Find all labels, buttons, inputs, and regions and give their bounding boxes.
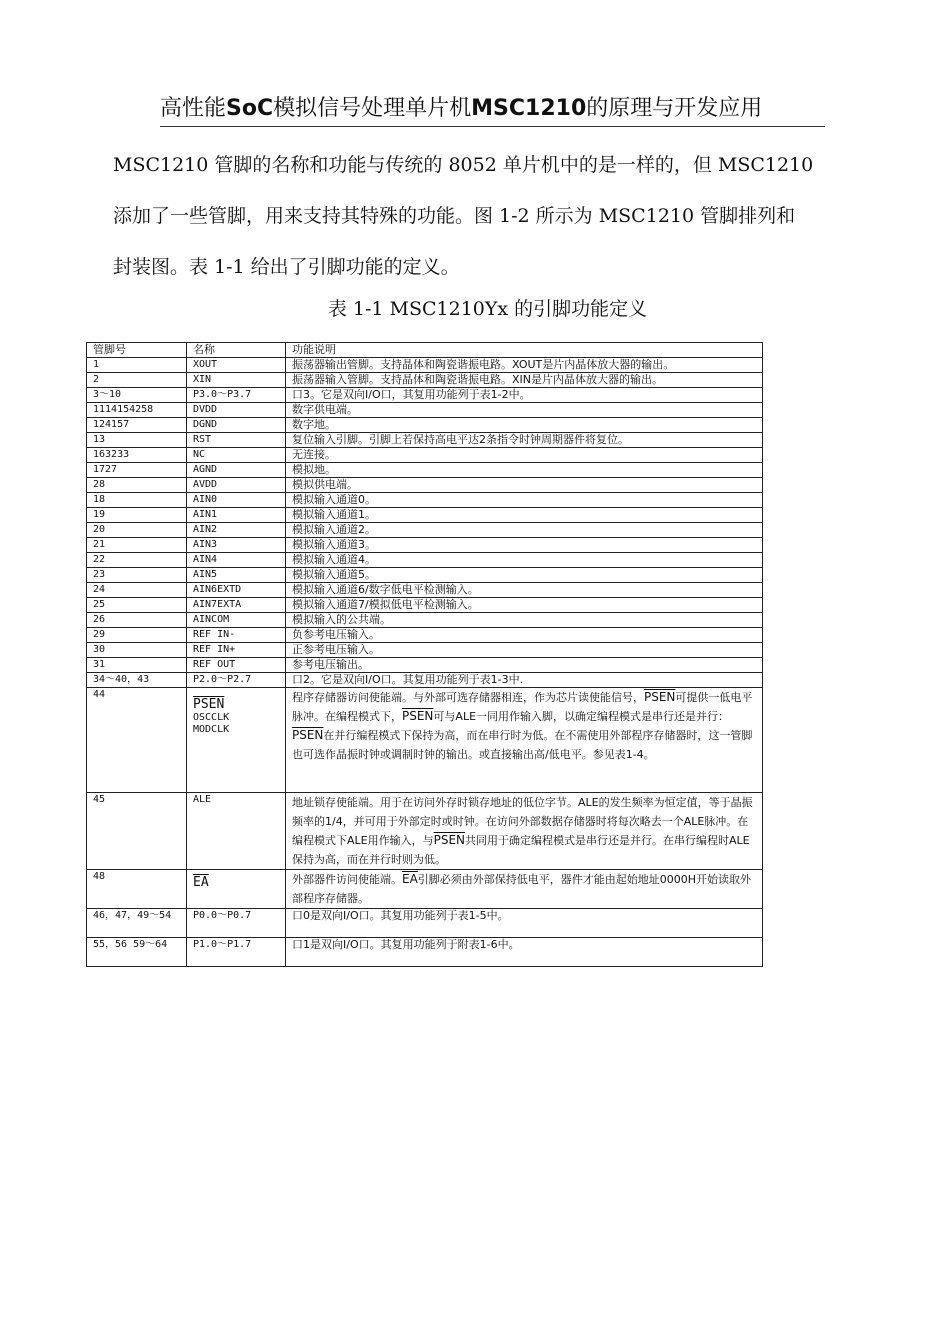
desc-text: 在并行编程模式下保持为高，而在串行时为低。在不需使用外部程序存储器时，这一管脚也可选作晶振时钟或调制时钟的输出。或直接输出高/低电平。参见表1-4。 — [292, 729, 753, 761]
pin-cell: 55，56 59～64 — [87, 938, 187, 967]
name-cell: REF OUT — [187, 658, 286, 673]
pin-cell: 44 — [87, 688, 187, 793]
table-caption: 表 1-1 MSC1210Yx 的引脚功能定义 — [327, 298, 648, 320]
desc-cell: 口3。它是双向I/O口，其复用功能列于表1-2中。 — [286, 388, 763, 403]
header-cell: 管脚号 — [87, 343, 187, 358]
title-part: 高性能 — [160, 96, 227, 121]
desc-text: 可与ALE一同用作输入脚，以确定编程模式是串行还是并行： — [433, 710, 730, 723]
table-row — [87, 493, 763, 508]
pin-cell: 23 — [87, 568, 187, 583]
pin-cell: 30 — [87, 643, 187, 658]
name-cell — [187, 870, 286, 909]
desc-text: 引脚必须由外部保持低电平，器件才能由起始地址0000H开始读取外部程序存储器。 — [292, 873, 752, 905]
desc-cell: 模拟输入通道7/模拟低电平检测输入。 — [286, 598, 763, 613]
desc-cell: 口2。它是双向I/O口。其复用功能列于表1-3中. — [286, 673, 763, 688]
title-part: SoC — [226, 96, 274, 121]
paragraph-line: 添加了一些管脚，用来支持其特殊的功能。图 1-2 所示为 MSC1210 管脚排列和 — [113, 205, 796, 227]
table-row-p0 — [87, 909, 763, 938]
desc-cell: 模拟地。 — [286, 463, 763, 478]
table-row — [87, 478, 763, 493]
table-row — [87, 583, 763, 598]
table-row — [87, 373, 763, 388]
paragraph-line: 封装图。表 1-1 给出了引脚功能的定义。 — [113, 256, 460, 278]
name-cell: ALE — [187, 793, 286, 870]
desc-cell: 模拟输入通道4。 — [286, 553, 763, 568]
pin-cell: 3～10 — [87, 388, 187, 403]
osc-name: OSCCLK — [193, 712, 230, 723]
desc-cell: 模拟输入通道1。 — [286, 508, 763, 523]
title-part: 模拟信号处理单片机 — [273, 96, 472, 121]
mod-name: MODCLK — [193, 724, 230, 735]
desc-cell: 正参考电压输入。 — [286, 643, 763, 658]
table-row — [87, 448, 763, 463]
psen-signal: PSEN — [433, 833, 466, 847]
table-row-p1 — [87, 938, 763, 967]
table-row — [87, 613, 763, 628]
pin-cell: 31 — [87, 658, 187, 673]
pin-cell: 19 — [87, 508, 187, 523]
ea-name: $\overline{EA}$ — [193, 875, 209, 890]
desc-cell — [286, 870, 763, 909]
table-row — [87, 433, 763, 448]
desc-cell: 模拟输入通道3。 — [286, 538, 763, 553]
desc-cell: 振荡器输出管脚。支持晶体和陶瓷谐振电路。XOUT是片内晶体放大器的输出。 — [286, 358, 763, 373]
table-row-ea — [87, 870, 763, 909]
table-row — [87, 538, 763, 553]
name-cell: P2.0～P2.7 — [187, 673, 286, 688]
name-cell: RST — [187, 433, 286, 448]
name-cell: XIN — [187, 373, 286, 388]
table-row-psen — [87, 688, 763, 793]
pin-cell: 46，47，49～54 — [87, 909, 187, 938]
table-row — [87, 508, 763, 523]
desc-cell — [286, 793, 763, 870]
name-cell: AIN0 — [187, 493, 286, 508]
pin-cell: 124157 — [87, 418, 187, 433]
psen-signal: PSEN — [402, 709, 434, 723]
pin-cell: 163233 — [87, 448, 187, 463]
pin-function-table — [86, 342, 763, 967]
table-row — [87, 643, 763, 658]
pin-cell: 18 — [87, 493, 187, 508]
desc-cell: 口1是双向I/O口。其复用功能列于附表1-6中。 — [286, 938, 763, 967]
desc-text: 外部器件访问使能端。 — [292, 873, 402, 886]
pin-cell: 45 — [87, 793, 187, 870]
paragraph-line: MSC1210 管脚的名称和功能与传统的 8052 单片机中的是一样的，但 MSC1210 — [113, 154, 814, 176]
name-cell: AIN4 — [187, 553, 286, 568]
desc-cell: 复位输入引脚。引脚上若保持高电平达2条指令时钟周期器件将复位。 — [286, 433, 763, 448]
table-row — [87, 388, 763, 403]
name-cell: AGND — [187, 463, 286, 478]
desc-cell — [286, 688, 763, 793]
name-cell: P3.0～P3.7 — [187, 388, 286, 403]
table-row — [87, 658, 763, 673]
desc-text: 地址锁存使能端。用于在访问外存时锁存地址的低位字节。ALE的发生频率为恒定值，等于晶振频率的1/4，并可用于外部定时或时钟。在访问外部数据存储器时将每次略去一个ALE脉冲。在编程模式下ALE用作输入，与 — [292, 796, 753, 847]
name-cell: DVDD — [187, 403, 286, 418]
name-cell: P0.0～P0.7 — [187, 909, 286, 938]
table-row — [87, 673, 763, 688]
desc-cell: 模拟输入通道5。 — [286, 568, 763, 583]
table-row-ale — [87, 793, 763, 870]
name-cell: AIN7EXTA — [187, 598, 286, 613]
psen-name: PSEN — [193, 697, 225, 712]
table-header-row — [87, 343, 763, 358]
pin-cell: 29 — [87, 628, 187, 643]
desc-text: 共同用于确定编程模式是串行还是并行。在串行编程时ALE保持为高，而在并行时则为低。 — [292, 834, 750, 866]
intro-paragraph — [113, 140, 893, 293]
pin-cell: 25 — [87, 598, 187, 613]
name-cell: AIN2 — [187, 523, 286, 538]
header-cell: 名称 — [187, 343, 286, 358]
pin-cell: 26 — [87, 613, 187, 628]
desc-text: 程序存储器访问使能端。与外部可选存储器相连，作为芯片读使能信号， — [292, 691, 644, 704]
table-row — [87, 553, 763, 568]
table-row — [87, 628, 763, 643]
pin-cell: 20 — [87, 523, 187, 538]
desc-cell: 模拟输入的公共端。 — [286, 613, 763, 628]
header-cell: 功能说明 — [286, 343, 763, 358]
pin-cell: 28 — [87, 478, 187, 493]
desc-cell: 模拟供电端。 — [286, 478, 763, 493]
desc-cell: 参考电压输出。 — [286, 658, 763, 673]
table-row — [87, 403, 763, 418]
pin-cell: 1727 — [87, 463, 187, 478]
name-cell: AIN1 — [187, 508, 286, 523]
psen-signal: PSEN — [644, 690, 676, 704]
name-cell: REF IN- — [187, 628, 286, 643]
title-part: 的原理与开发应用 — [586, 96, 763, 121]
desc-cell: 数字供电端。 — [286, 403, 763, 418]
table-row — [87, 358, 763, 373]
name-cell: AIN5 — [187, 568, 286, 583]
psen-signal: PSEN — [292, 728, 324, 742]
pin-cell: 1 — [87, 358, 187, 373]
table-row — [87, 523, 763, 538]
name-cell: XOUT — [187, 358, 286, 373]
desc-text: 可提供一低电平脉冲。在编程模式下， — [292, 691, 753, 723]
name-cell: REF IN+ — [187, 643, 286, 658]
desc-cell: 模拟输入通道0。 — [286, 493, 763, 508]
name-cell: DGND — [187, 418, 286, 433]
title-part: MSC1210 — [471, 96, 587, 121]
desc-cell: 振荡器输入管脚。支持晶体和陶瓷谐振电路。XIN是片内晶体放大器的输出。 — [286, 373, 763, 388]
name-cell: P1.0～P1.7 — [187, 938, 286, 967]
table-row — [87, 463, 763, 478]
name-cell — [187, 688, 286, 793]
name-cell: AVDD — [187, 478, 286, 493]
pin-cell: 2 — [87, 373, 187, 388]
pin-cell: 48 — [87, 870, 187, 909]
pin-cell: 13 — [87, 433, 187, 448]
desc-cell: 负参考电压输入。 — [286, 628, 763, 643]
pin-cell: 24 — [87, 583, 187, 598]
name-cell: AINCOM — [187, 613, 286, 628]
desc-cell: 数字地。 — [286, 418, 763, 433]
pin-cell: 21 — [87, 538, 187, 553]
name-cell: AIN6EXTD — [187, 583, 286, 598]
name-cell: AIN3 — [187, 538, 286, 553]
table-row — [87, 568, 763, 583]
table-row — [87, 418, 763, 433]
page-title — [160, 92, 825, 127]
pin-cell: 22 — [87, 553, 187, 568]
pin-cell: 1114154258 — [87, 403, 187, 418]
name-cell: NC — [187, 448, 286, 463]
desc-cell: 模拟输入通道6/数字低电平检测输入。 — [286, 583, 763, 598]
desc-cell: 口0是双向I/O口。其复用功能列于表1-5中。 — [286, 909, 763, 938]
desc-cell: 无连接。 — [286, 448, 763, 463]
ea-signal: $\overline{EA}$ — [402, 872, 418, 886]
desc-cell: 模拟输入通道2。 — [286, 523, 763, 538]
pin-cell: 34～40，43 — [87, 673, 187, 688]
table-row — [87, 598, 763, 613]
